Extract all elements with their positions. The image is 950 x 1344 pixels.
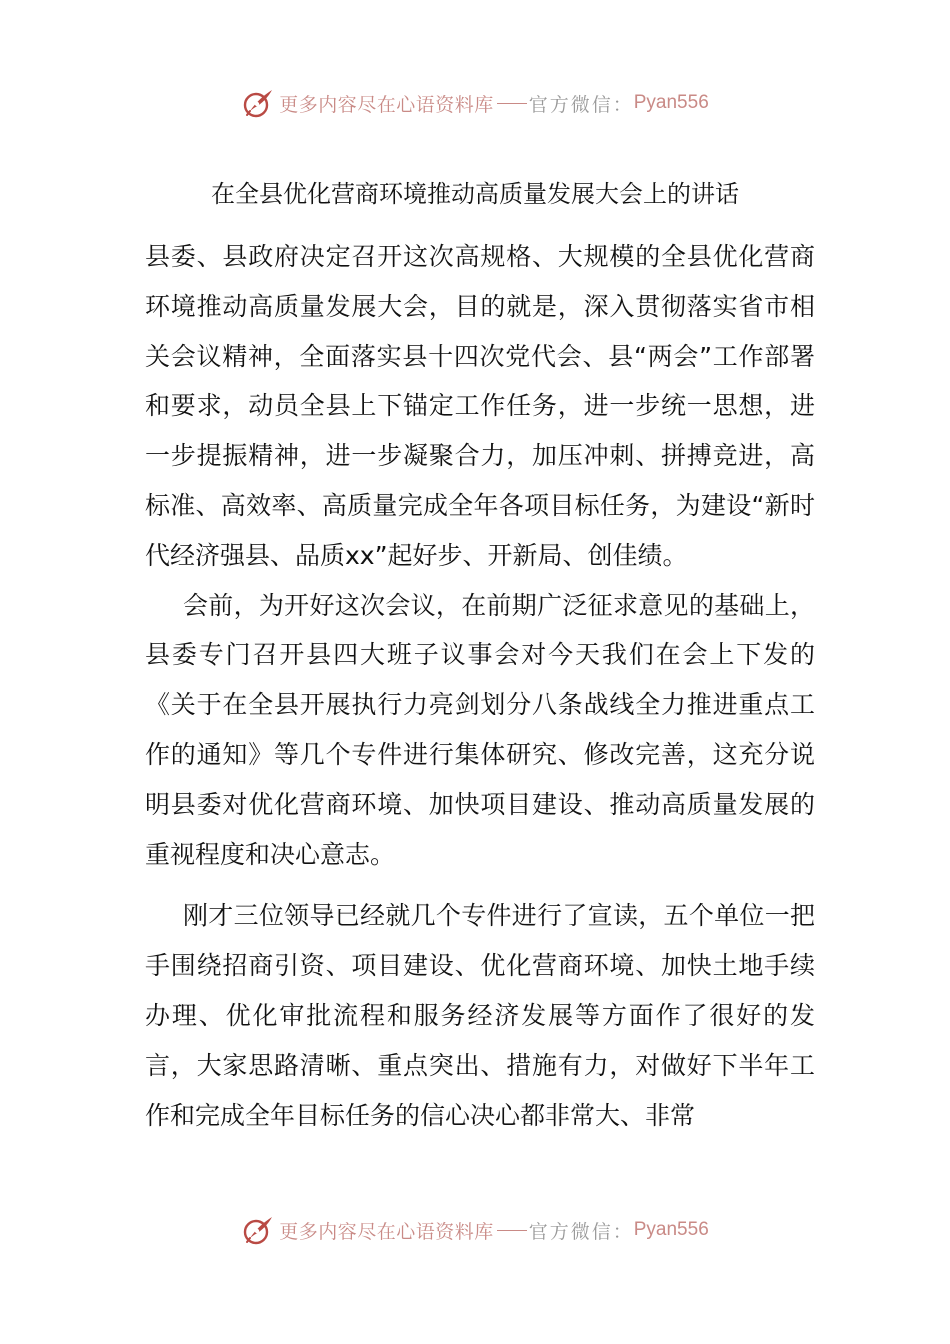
paragraph-3: 刚才三位领导已经就几个专件进行了宣读，五个单位一把手围绕招商引资、项目建设、优化营商环境、加快土地手续办理、优化审批流程和服务经济发展等方面作了很好的发言，大家思路清晰、重点突出、措施有力，对做好下半年工作和完成全年目标任务的信心决心都非常大、非常 [145,901,815,1130]
quill-logo-icon [241,1213,275,1247]
quill-logo-icon [241,86,275,120]
paragraph-1: 县委、县政府决定召开这次高规格、大规模的全县优化营商环境推动高质量发展大会，目的就是，深入贯彻落实省市相关会议精神，全面落实县十四次党代会、县“两会”工作部署和要求，动员全县上下锚定工作任务，进一步统一思想，进一步提振精神，进一步凝聚合力，加压冲刺、拼搏竞进，高标准、高效率、高质量完成全年各项目标任务，为建设“新时代经济强县、品质xx”起好步、开新局、创佳绩。 [145,242,815,570]
watermark-id: Pyan556 [633,92,709,113]
watermark-dash [497,1230,527,1231]
watermark-text: 更多内容尽在心语资料库 [279,1220,494,1243]
watermark-label: 官方微信： [528,1220,634,1243]
watermark-text: 更多内容尽在心语资料库 [279,93,494,116]
footer-watermark [0,1210,950,1250]
header-watermark [0,83,950,123]
watermark-id: Pyan556 [633,1219,709,1240]
document-body [145,232,815,1140]
document-title: 在全县优化营商环境推动高质量发展大会上的讲话 [211,180,739,208]
paragraph-2: 会前，为开好这次会议，在前期广泛征求意见的基础上，县委专门召开县四大班子议事会对今天我们在会上下发的《关于在全县开展执行力亮剑划分八条战线全力推进重点工作的通知》等几个专件进行集体研究、修改完善，这充分说明县委对优化营商环境、加快项目建设、推动高质量发展的重视程度和决心意志。 [145,590,815,869]
watermark-dash [497,103,527,104]
watermark-label: 官方微信： [528,93,634,116]
